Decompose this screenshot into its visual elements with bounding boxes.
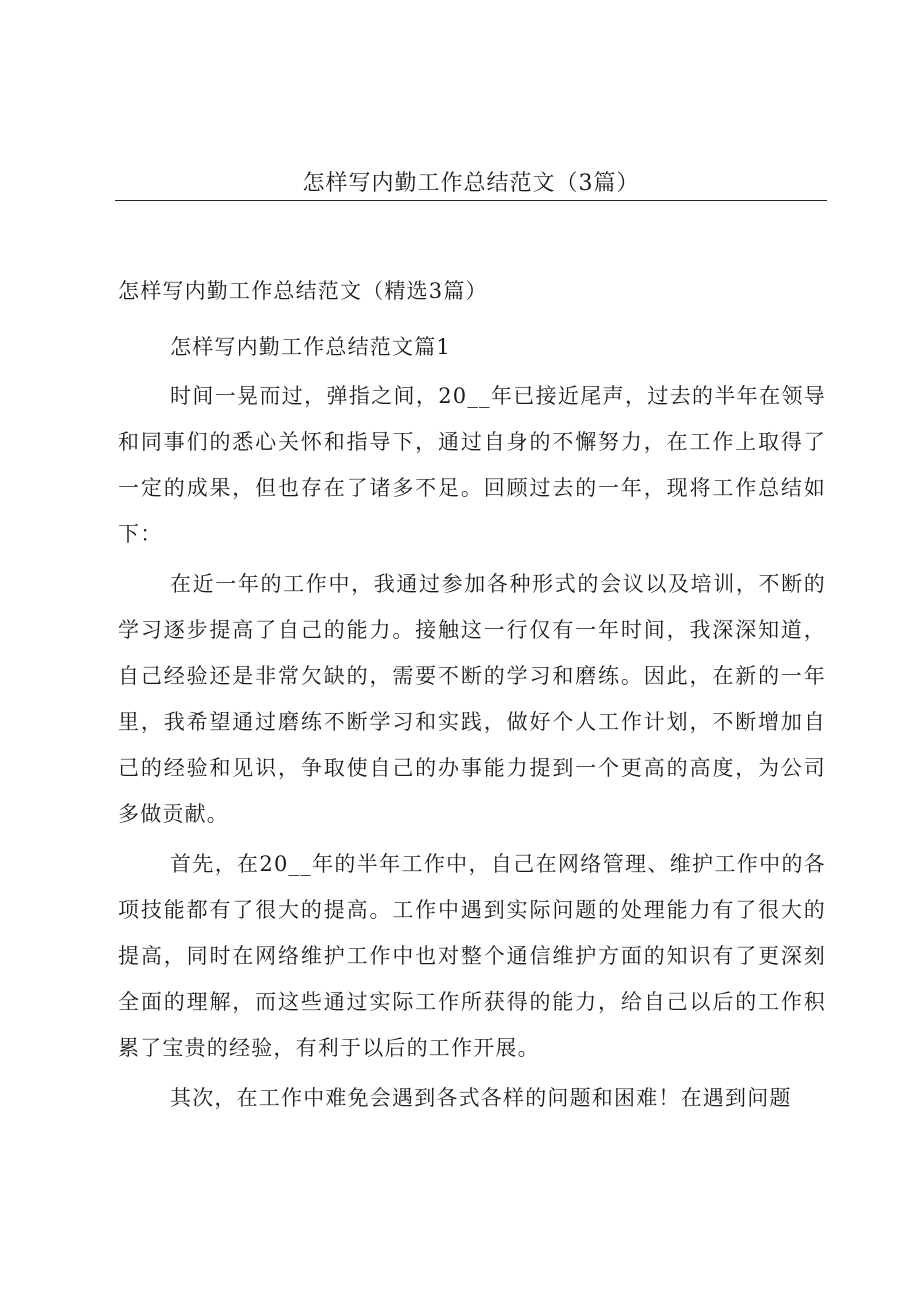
paragraph-4: 其次，在工作中难免会遇到各式各样的问题和困难！在遇到问题	[170, 1086, 792, 1110]
section-heading: 怎样写内勤工作总结范文篇1	[170, 335, 451, 359]
document-body	[118, 268, 826, 1123]
intro-line: 怎样写内勤工作总结范文（精选3篇）	[118, 279, 488, 303]
title-underline	[115, 200, 827, 201]
paragraph-1: 时间一晃而过，弹指之间，20__年已接近尾声，过去的半年在领导和同事们的悉心关怀和指导下，通过自身的不懈努力，在工作上取得了一定的成果，但也存在了诸多不足。回顾过去的一年，现将工作总结如下：	[118, 384, 826, 546]
paragraph-2: 在近一年的工作中，我通过参加各种形式的会议以及培训，不断的学习逐步提高了自己的能力。接触这一行仅有一年时间，我深深知道，自己经验还是非常欠缺的，需要不断的学习和磨练。因此，在新的一年里，我希望通过磨练不断学习和实践，做好个人工作计划，不断增加自己的经验和见识，争取使自己的办事能力提到一个更高的高度，为公司多做贡献。	[118, 572, 826, 826]
paragraph-3: 首先，在20__年的半年工作中，自己在网络管理、维护工作中的各项技能都有了很大的提高。工作中遇到实际问题的处理能力有了很大的提高，同时在网络维护工作中也对整个通信维护方面的知识有了更深刻全面的理解，而这些通过实际工作所获得的能力，给自己以后的工作积累了宝贵的经验，有利于以后的工作开展。	[118, 852, 826, 1060]
document-title: 怎样写内勤工作总结范文（3篇）	[302, 171, 640, 196]
